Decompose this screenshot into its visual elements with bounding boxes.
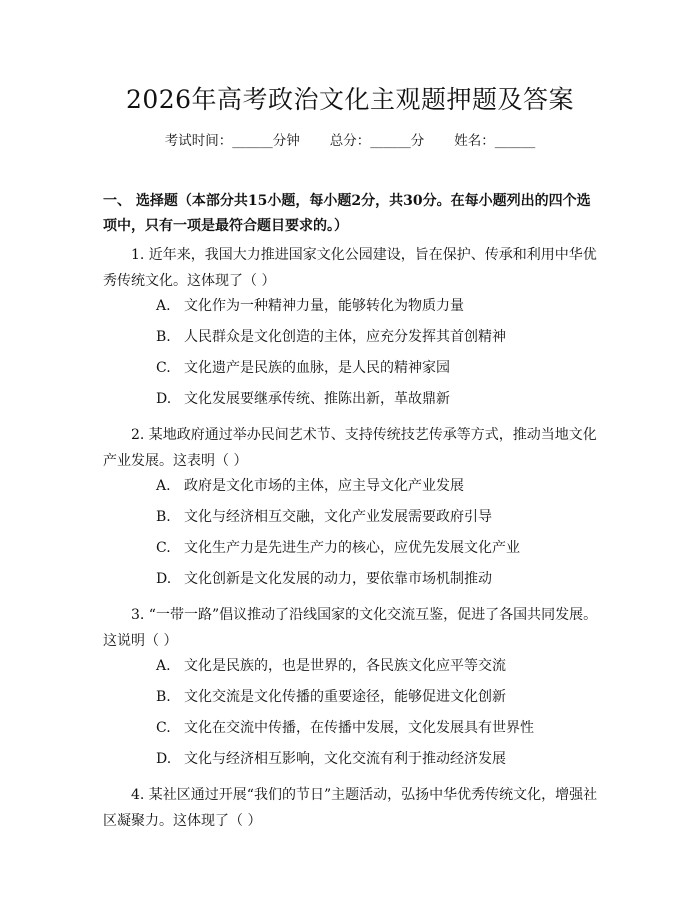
option-letter: B. [156, 329, 171, 345]
question-stem: 3. “一带一路”倡议推动了沿线国家的文化交流互鉴，促进了各国共同发展。这说明（ ） [103, 607, 598, 649]
option-text: 政府是文化市场的主体，应主导文化产业发展 [184, 478, 464, 494]
option-text: 文化发展要继承传统、推陈出新，革故鼎新 [184, 391, 450, 407]
answer-option [156, 476, 596, 496]
option-text: 文化遗产是民族的血脉，是人民的精神家园 [184, 360, 450, 376]
answer-option [156, 296, 596, 316]
question-stem: 2. 某地政府通过举办民间艺术节、支持传统技艺传承等方式，推动当地文化产业发展。这表明（ ） [103, 427, 597, 469]
option-text: 文化交流是文化传播的重要途径，能够促进文化创新 [184, 689, 506, 705]
question-stem: 1. 近年来，我国大力推进国家文化公园建设，旨在保护、传承和利用中华优秀传统文化。这体现了（ ） [103, 247, 597, 289]
option-letter: A. [156, 298, 171, 314]
option-letter: D. [156, 391, 172, 407]
document-title: 2026年高考政治文化主观题押题及答案 [125, 85, 575, 114]
answer-option [156, 687, 596, 707]
option-text: 文化生产力是先进生产力的核心，应优先发展文化产业 [184, 540, 520, 556]
option-text: 文化在交流中传播，在传播中发展，文化发展具有世界性 [184, 720, 534, 736]
option-text: 文化与经济相互影响，文化交流有利于推动经济发展 [184, 751, 506, 767]
exam-meta [0, 131, 700, 151]
answer-option [156, 389, 596, 409]
total-score-field: 总分：______分 [329, 133, 425, 149]
student-name-field: 姓名：______ [454, 133, 536, 149]
option-letter: B. [156, 689, 171, 705]
answer-option [156, 656, 596, 676]
option-letter: B. [156, 509, 171, 525]
answer-option [156, 358, 596, 378]
answer-option [156, 718, 596, 738]
exam-time-field: 考试时间：______分钟 [164, 133, 300, 149]
option-letter: A. [156, 478, 171, 494]
option-letter: A. [156, 658, 171, 674]
answer-option [156, 538, 596, 558]
option-text: 人民群众是文化创造的主体，应充分发挥其首创精神 [184, 329, 506, 345]
option-text: 文化创新是文化发展的动力，要依靠市场机制推动 [184, 571, 492, 587]
answer-option [156, 569, 596, 589]
question-stem: 4. 某社区通过开展“我们的节日”主题活动，弘扬中华优秀传统文化，增强社区凝聚力。这体现了（ ） [103, 787, 598, 829]
option-text: 文化与经济相互交融，文化产业发展需要政府引导 [184, 509, 492, 525]
answer-option [156, 749, 596, 769]
option-text: 文化作为一种精神力量，能够转化为物质力量 [184, 298, 464, 314]
answer-option [156, 507, 596, 527]
option-letter: D. [156, 571, 172, 587]
answer-option [156, 327, 596, 347]
option-letter: D. [156, 751, 172, 767]
option-letter: C. [156, 720, 171, 736]
section-heading: 一、 选择题（本部分共15小题，每小题2分，共30分。在每小题列出的四个选项中，只有一项是最符合题目要求的。） [103, 193, 591, 234]
option-text: 文化是民族的，也是世界的，各民族文化应平等交流 [184, 658, 506, 674]
option-letter: C. [156, 540, 171, 556]
option-letter: C. [156, 360, 171, 376]
